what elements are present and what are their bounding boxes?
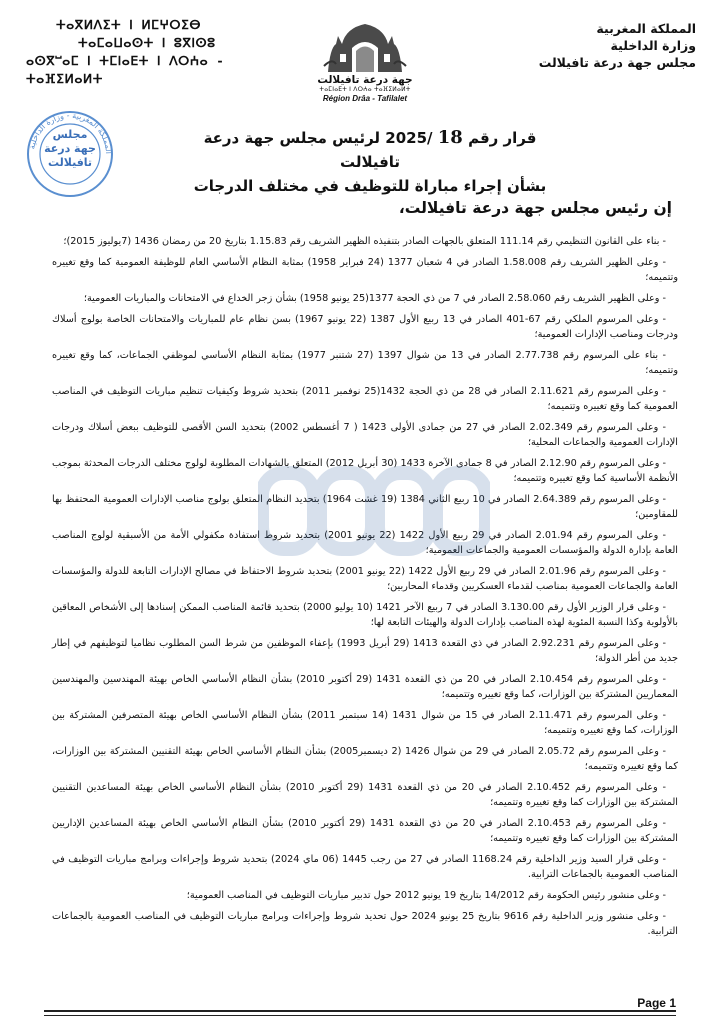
region-logo [315, 18, 415, 103]
header-line-ministry: وزارة الداخلية [610, 38, 696, 53]
logo-latin-name: Région Drâa - Tafilalet [322, 94, 408, 103]
decision-suffix: /2025 لرئيس مجلس جهة درعة تافيلالت [203, 129, 433, 171]
page-number: Page 1 [633, 996, 680, 1010]
legal-basis-item: - وعلى المرسوم رقم 2.92.231 الصادر في ذي القعدة 1413 (29 أبريل 1993) بإعفاء الموظفين من شرط السن المطلوب نظاميا لتوظيفهم في إطار جديد من أطر الدولة؛ [52, 638, 678, 664]
kasbah-logo-icon [322, 18, 408, 74]
header-tifinagh-line-3: ⴰⵙⴳⵯⴰⵎ ⵏ ⵜⵎⵏⴰⴹⵜ ⵏ ⴷⵔⵄⴰ - ⵜⴰⴼⵉⵍⴰⵍⵜ [26, 53, 225, 86]
legal-basis-item: - بناء على القانون التنظيمي رقم 111.14 المتعلق بالجهات الصادر بتنفيذه الظهير الشريف رقم 1.15.83 بتاريخ 20 من رمضان 1436 (7يوليوز 2015)؛ [63, 236, 666, 247]
decision-title-line-1 [180, 126, 560, 174]
legal-basis-item: - وعلى الظهير الشريف رقم 1.58.008 الصادر في 4 شعبان 1377 (24 فبراير 1958) بمثابة النظام الأساسي العام للوظيفة العمومية كما وقع تغييره وتتميمه؛ [52, 257, 678, 283]
legal-basis-item: - وعلى المرسوم رقم 2.01.96 الصادر في 29 ربيع الأول 1422 (22 يونيو 2001) بتحديد شروط الاحتفاظ في مصالح الإدارات التابعة للدولة والمؤسسات العامة والجماعات العمومية بمناصب لقدماء العسكريين وقدماء المحاربين؛ [52, 566, 678, 592]
legal-basis-item: - وعلى قرار السيد وزير الداخلية رقم 1168.24 الصادر في 27 من رجب 1445 (06 ماي 2024) بتحديد شروط وإجراءات وبرامج مباريات التوظيف في المناصب العمومية بالجماعات الترابية. [52, 854, 678, 880]
legal-basis-item: - وعلى المرسوم رقم 2.10.452 الصادر في 20 من ذي القعدة 1431 (29 أكتوبر 2010) بشأن النظام الأساسي الخاص بهيئة المساعدين التقنيين المشتركة بين الوزارات كما وقع تغييره وتتميمه؛ [52, 782, 678, 808]
legal-basis-item: - وعلى المرسوم رقم 2.02.349 الصادر في 27 من جمادى الأولى 1423 ( 7 أغسطس 2002) بتحديد السن الأقصى للتوظيف ببعض أسلاك ودرجات الإدارات العمومية والجماعات المحلية؛ [52, 422, 678, 448]
decision-prefix: قرار رقم [468, 129, 537, 147]
legal-basis-item: - وعلى المرسوم رقم 2.11.471 الصادر في 15 من شوال 1431 (14 سبتمبر 2011) بشأن النظام الأساسي الخاص بهيئة المتصرفين المشتركة بين الوزارات، كما وقع تغييره وتتميمه؛ [52, 710, 678, 736]
stamp-ring-text: المملكة المغربية - وزارة الداخلية [27, 110, 114, 155]
issuer-header-arabic [496, 20, 696, 71]
legal-basis-item: - وعلى منشور رئيس الحكومة رقم 14/2012 بتاريخ 19 يونيو 2012 حول تدبير مباريات التوظيف في المناصب العمومية؛ [186, 890, 666, 901]
decision-number: 18 [437, 127, 463, 148]
decision-greeting: إن رئيس مجلس جهة درعة تافيلالت، [398, 199, 672, 217]
stamp-line-2: جهة درعة [44, 142, 96, 155]
header-line-council: مجلس جهة درعة تافيلالت [538, 55, 696, 70]
header-line-kingdom: المملكة المغربية [596, 21, 696, 36]
official-stamp [26, 110, 114, 198]
header-tifinagh-line-2: ⵜⴰⵎⴰⵡⴰⵙⵜ ⵏ ⵓⴳⵏⵙⵓ [78, 35, 216, 50]
logo-arabic-name: جهة درعة تافيلالت [317, 74, 413, 86]
legal-basis-item: - وعلى المرسوم رقم 2.64.389 الصادر في 10 ربيع الثاني 1384 (19 غشت 1964) بتحديد النظام المتعلق بولوج مناصب الإدارات العمومية المحتفظ بها للمقاومين؛ [52, 494, 678, 520]
legal-basis-item: - وعلى قرار الوزير الأول رقم 3.130.00 الصادر في 7 ربيع الآخر 1421 (10 يوليو 2000) بتحديد قائمة المناصب الممكن إسنادها إلى الأشخاص المعاقين بالأولوية وكذا النسبة المئوية لهذه المناصب بإدارات الدولة والهيئات التابعة لها؛ [52, 602, 678, 628]
legal-basis-item: - وعلى المرسوم رقم 2.10.453 الصادر في 20 من ذي القعدة 1431 (29 أكتوبر 2010) بشأن النظام الأساسي الخاص بهيئة المساعدين الإداريين المشتركة بين الوزارات كما وقع تغييره وتتميمه؛ [52, 818, 678, 844]
logo-tifinagh-name: ⵜⴰⵎⵏⴰⴹⵜ ⵏ ⴷⵔⵄⴰ ⵜⴰⴼⵉⵍⴰⵍⵜ [319, 86, 411, 93]
footer-rule [44, 1015, 676, 1016]
stamp-line-3: تافيلالت [47, 156, 93, 169]
legal-basis-item: - وعلى المرسوم رقم 2.10.454 الصادر في 20 من ذي القعدة 1431 (29 أكتوبر 2010) بشأن النظام الأساسي الخاص بهيئة المهندسين والمهندسين المعماريين المشتركة بين الوزارات، كما وقع تغييره وتتميمه؛ [52, 674, 678, 700]
issuer-header-tifinagh [26, 16, 266, 88]
decision-subject: بشأن إجراء مباراة للتوظيف في مختلف الدرجات [193, 177, 547, 195]
footer-rule [44, 1010, 676, 1012]
legal-basis-list [52, 234, 678, 945]
stamp-line-1: مجلس [52, 128, 88, 141]
legal-basis-item: - وعلى المرسوم رقم 2.05.72 الصادر في 29 من شوال 1426 (2 ديسمبر2005) بشأن النظام الأساسي الخاص بهيئة التقنيين المشتركة بين الوزارات، كما وقع تغييره وتتميمه؛ [52, 746, 678, 772]
legal-basis-item: - وعلى المرسوم الملكي رقم 67-401 الصادر في 13 ربيع الأول 1387 (22 يونيو 1967) بسن نظام عام للمباريات والامتحانات الخاصة بولوج أسلاك ودرجات ومناصب الإدارات العمومية؛ [52, 314, 678, 340]
legal-basis-item: - بناء على المرسوم رقم 2.77.738 الصادر في 13 من شوال 1397 (27 شتنبر 1977) بمثابة النظام الأساسي لموظفي الجماعات، كما وقع تغييره وتتميمه؛ [52, 350, 678, 376]
legal-basis-item: - وعلى منشور وزير الداخلية رقم 9616 بتاريخ 25 يونيو 2024 حول تحديد شروط وإجراءات وبرامج مباريات التوظيف في المناصب العمومية بالجماعات الترابية. [52, 911, 678, 937]
header-tifinagh-line-1: ⵜⴰⴳⵍⴷⵉⵜ ⵏ ⵍⵎⵖⵔⵉⴱ [56, 17, 201, 32]
decision-title [180, 126, 560, 198]
stamp-center-text [26, 128, 114, 170]
legal-basis-item: - وعلى المرسوم رقم 2.12.90 الصادر في 8 جمادى الآخرة 1433 (30 أبريل 2012) المتعلق بالشهادات المطلوبة لولوج مختلف الدرجات المحدثة بموجب الأنظمة الأساسية كما وقع تغييره وتتميمه؛ [52, 458, 678, 484]
legal-basis-item: - وعلى الظهير الشريف رقم 2.58.060 الصادر في 7 من ذي الحجة 1377(25 يونيو 1958) بشأن زجر الخداع في الامتحانات والمباريات العمومية؛ [83, 293, 666, 304]
legal-basis-item: - وعلى المرسوم رقم 2.11.621 الصادر في 28 من ذي الحجة 1432(25 نوفمبر 2011) بتحديد شروط وكيفيات تنظيم مباريات التوظيف في المناصب العمومية كما وقع تغييره وتتميمه؛ [52, 386, 678, 412]
legal-basis-item: - وعلى المرسوم رقم 2.01.94 الصادر في 29 ربيع الأول 1422 (22 يونيو 2001) بتحديد شروط استفادة مكفولي الأمة من الأسبقية لولوج المناصب العامة بإدارة الدولة والمؤسسات العمومية والجماعات العمومية؛ [52, 530, 678, 556]
